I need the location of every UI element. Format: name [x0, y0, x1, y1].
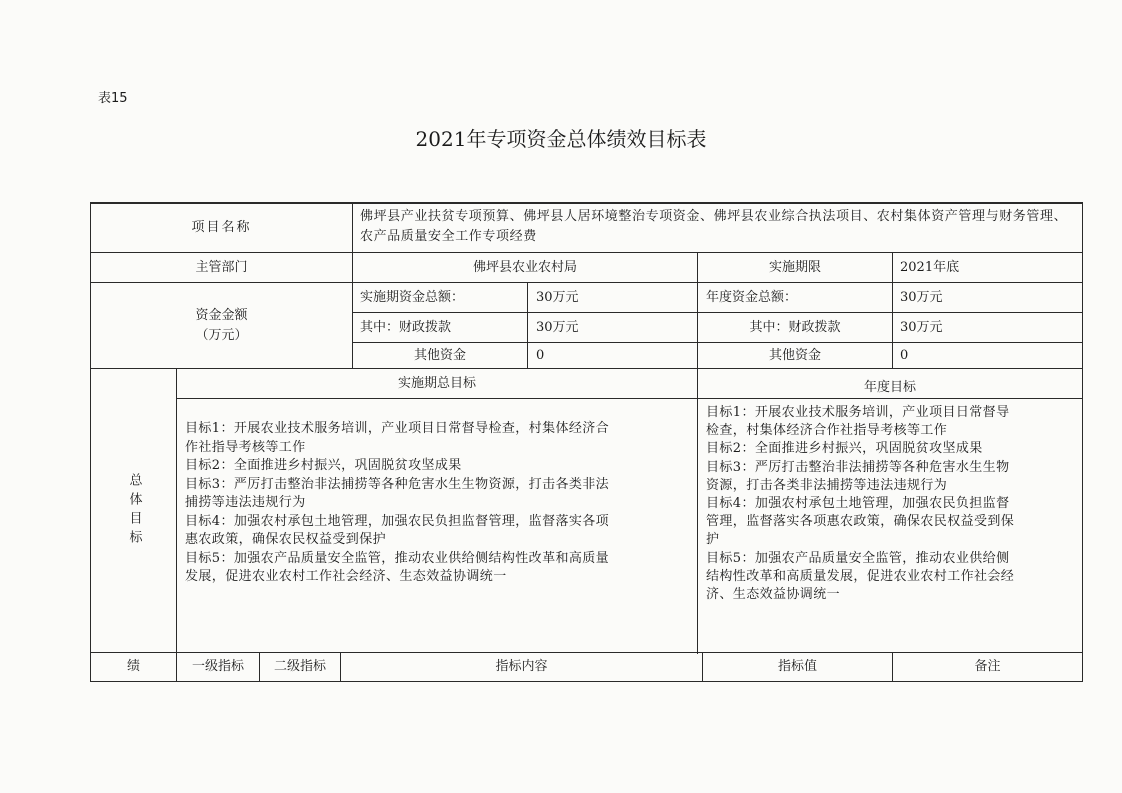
remark-header: 备注 [974, 659, 1001, 674]
period-value: 2021年底 [900, 259, 960, 275]
department-value: 佛坪县农业农村局 [472, 259, 577, 275]
table-border-right [1082, 202, 1083, 682]
overall-goals-label-text: 总体目标 [126, 472, 142, 549]
funds-row-left-value: 30万元 [536, 289, 579, 305]
annual-goals-text: 目标1：开展农业技术服务培训，产业项目日常督导 检查，村集体经济合作社指导考核等工作 目标2：全面推进乡村振兴，巩固脱贫攻坚成果 目标3：严厉打击整治非法捕捞等各种危害水生生物 资源，打击各类非法捕捞等违法违规行为 目标4：加强农村承包土地管理，加强农民负担监督 管理，监督落实各项惠农政策，确保农民权益受到保 护 目标5：加强农产品质量安全监管，推动农业供给侧 结构性改革和高质量发展，促进农业农村工作社会经 济、生态效益协调统一 [706, 405, 1015, 603]
annual-goals-header: 年度目标 [863, 379, 916, 395]
funds-row-left-label: 其他资金 [413, 347, 466, 363]
level1-indicator-header: 一级指标 [191, 659, 244, 674]
period-goals-header: 实施期总目标 [397, 375, 476, 391]
funds-label-text: 资金金额 [195, 307, 248, 323]
department-label: 主管部门 [195, 259, 248, 275]
funds-row-left-label: 其中：财政拨款 [360, 319, 452, 335]
funds-row-right-value: 30万元 [900, 319, 943, 335]
period-label: 实施期限 [768, 259, 821, 275]
funds-row-left-label: 实施期资金总额： [360, 289, 465, 305]
col-divider [176, 368, 177, 682]
period-goals-text: 目标1：开展农业技术服务培训，产业项目日常督导检查，村集体经济合 作社指导考核等工作 目标2：全面推进乡村振兴，巩固脱贫攻坚成果 目标3：严厉打击整治非法捕捞等各种危害水生生物资源，打击各类非法 捕捞等违法违规行为 目标4：加强农村承包土地管理，加强农民负担监督管理，监督落实各项 惠农政策，确保农民权益受到保护 目标5：加强农产品质量安全监管，推动农业供给侧结构性改革和高质量 发展，促进农业农村工作社会经济、生态效益协调统一 [185, 421, 610, 584]
performance-indicators-label: 绩 [126, 659, 140, 674]
funds-unit-text: （万元） [195, 327, 248, 343]
level2-indicator-header: 二级指标 [273, 659, 326, 674]
funds-row-left-value: 0 [536, 347, 545, 363]
funds-row-right-label: 其他资金 [768, 347, 821, 363]
table-border-bottom [90, 681, 1083, 682]
col-divider [892, 252, 893, 368]
project-name-value: 佛坪县产业扶贫专项预算、佛坪县人居环境整治专项资金、佛坪县农业综合执法项目、农村集体资产管理与财务管理、农产品质量安全工作专项经费 [360, 209, 1068, 244]
table-number: 表15 [98, 91, 128, 106]
indicator-value-header: 指标值 [777, 659, 817, 674]
overall-goals-label [91, 369, 176, 652]
col-divider [697, 368, 698, 654]
funds-row-right-label: 年度资金总额： [706, 289, 798, 305]
funds-row-right-value: 0 [900, 347, 909, 363]
funds-row-right-value: 30万元 [900, 289, 943, 305]
document-title: 2021年专项资金总体绩效目标表 [415, 127, 707, 151]
funds-row-left-value: 30万元 [536, 319, 579, 335]
funds-row-right-label: 其中：财政拨款 [749, 319, 841, 335]
funds-label [91, 283, 352, 368]
project-name-label: 项目名称 [191, 219, 252, 235]
indicator-content-header: 指标内容 [495, 659, 548, 674]
col-divider [527, 282, 528, 368]
